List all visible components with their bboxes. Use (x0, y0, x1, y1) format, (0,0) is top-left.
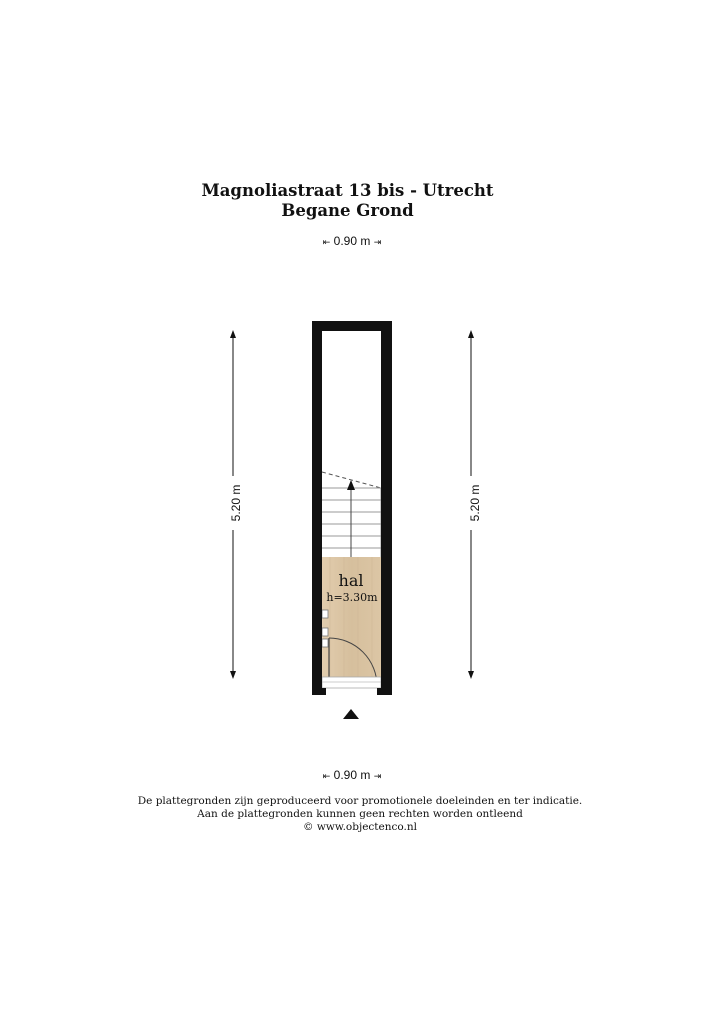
plan-title: Magnoliastraat 13 bis - Utrecht (201, 181, 494, 200)
door-threshold (322, 677, 381, 688)
left-length-label: 5.20 m (229, 476, 243, 530)
fixture (322, 610, 328, 618)
bottom-width-label: 0.90 m (333, 768, 371, 782)
bottom-width-dimension (0, 768, 704, 782)
copyright-line: © www.objectenco.nl (303, 821, 417, 833)
dimension-arrow-left-icon: ⇤ (322, 237, 331, 247)
room-name: hal (338, 571, 364, 590)
right-length-label: 5.20 m (468, 476, 482, 530)
entrance-arrow-icon (343, 709, 359, 719)
dimension-arrow-right-icon: ⇥ (373, 237, 382, 247)
dimension-arrow-right-icon: ⇥ (373, 771, 382, 781)
room-height: h=3.30m (326, 591, 378, 604)
disclaimer-line-1: De plattegronden zijn geproduceerd voor promotionele doeleinden en ter indicatie. (137, 795, 583, 807)
fixture (322, 628, 328, 636)
floor-name: Begane Grond (281, 201, 414, 220)
stair-direction-arrow-icon (347, 480, 355, 490)
top-width-label: 0.90 m (333, 234, 371, 248)
dimension-arrow-left-icon: ⇤ (322, 771, 331, 781)
disclaimer-line-2: Aan de plattegronden kunnen geen rechten worden ontleend (197, 808, 523, 820)
fixture (322, 639, 328, 647)
